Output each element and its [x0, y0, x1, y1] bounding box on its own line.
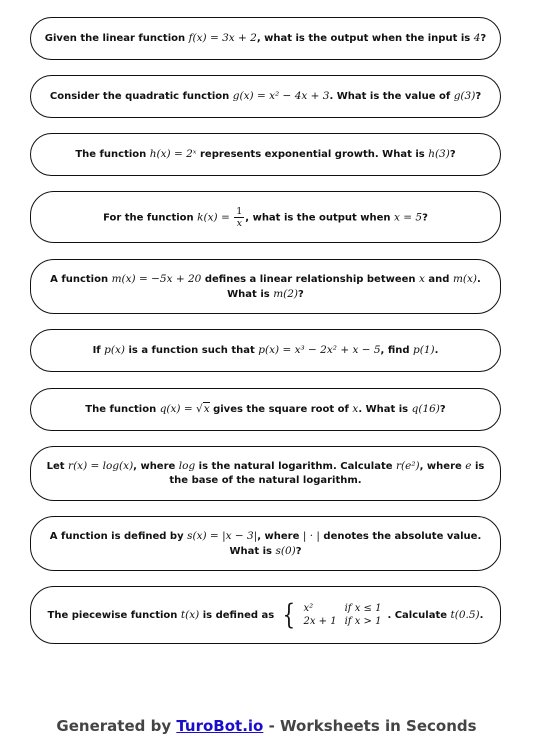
math-expression: m(x) = −5x + 20: [111, 272, 202, 285]
question-4: For the function k(x) = $\frac{1}{x}$ , what is the output when x = 5?: [30, 191, 501, 243]
math-expression: q(x) = √x: [159, 403, 210, 415]
math-expression: g(x) = x² − 4x + 3: [232, 90, 330, 102]
math-expression: e: [465, 460, 472, 472]
math-expression: s(0): [275, 544, 296, 557]
math-expression: t(0.5): [450, 609, 480, 621]
math-expression: x: [419, 272, 425, 285]
math-expression: p(x) = x³ − 2x² + x − 5: [258, 344, 381, 356]
math-expression: m(x): [452, 272, 478, 285]
math-expression: q(16): [411, 403, 440, 415]
square-root: x: [203, 403, 210, 415]
question-6: If p(x) is a function such that p(x) = x³ − 2x² + x − 5, find p(1).: [30, 329, 501, 372]
math-expression: h(3): [428, 148, 450, 160]
question-3: The function h(x) = 2ˣ represents exponential growth. What is h(3)?: [30, 133, 501, 176]
question-8: Let r(x) = log(x), where log is the natural logarithm. Calculate r(e²), where e is the base of the natural logarithm.: [30, 446, 501, 501]
math-expression: f(x) = 3x + 2: [188, 32, 257, 44]
math-expression: p(x): [104, 344, 125, 356]
math-expression: k(x) =: [197, 211, 230, 223]
math-expression: 4: [473, 32, 481, 44]
math-expression: s(x) = |x − 3|: [187, 529, 258, 542]
question-10: The piecewise function t(x) is defined as { x² if x ≤ 1 2x + 1 if x > 1 . Calculate t(0.5).: [30, 586, 501, 644]
footer-prefix: Generated by: [56, 717, 177, 735]
math-expression: log: [178, 460, 196, 472]
brace-icon: {: [282, 598, 295, 631]
math-expression: | · |: [302, 529, 320, 542]
question-5: A function m(x) = −5x + 20 defines a linear relationship between x and m(x). What is m(2)?: [30, 259, 501, 314]
math-expression: x = 5: [394, 211, 423, 223]
question-1: Given the linear function f(x) = 3x + 2, what is the output when the input is 4?: [30, 17, 501, 60]
math-expression: r(e²): [396, 460, 420, 472]
turobot-link[interactable]: TuroBot.io: [176, 717, 264, 735]
question-2: Consider the quadratic function g(x) = x² − 4x + 3. What is the value of g(3)?: [30, 75, 501, 118]
math-expression: p(1): [413, 344, 435, 356]
math-expression: r(x) = log(x): [68, 460, 134, 472]
math-expression: x: [352, 403, 359, 415]
fraction: $\frac{1}{x}$: [236, 205, 243, 229]
footer-suffix: - Worksheets in Seconds: [263, 717, 477, 735]
footer: [0, 717, 533, 735]
math-expression: g(3): [453, 90, 476, 102]
math-expression: h(x) = 2ˣ: [149, 148, 197, 160]
question-9: A function is defined by s(x) = |x − 3|, where | · | denotes the absolute value. What is s(0)?: [30, 516, 501, 571]
question-7: The function q(x) = √x gives the square root of x. What is q(16)?: [30, 388, 501, 431]
math-expression: m(2): [273, 287, 299, 300]
math-expression: t(x): [180, 609, 200, 621]
piecewise-cases: { x² if x ≤ 1 2x + 1 if x > 1: [282, 598, 382, 631]
